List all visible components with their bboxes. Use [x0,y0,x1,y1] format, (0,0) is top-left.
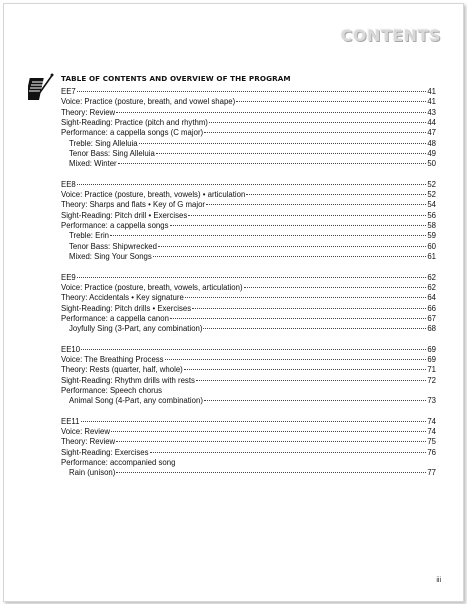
dot-leader [81,349,426,350]
toc-entry-label: Sight-Reading: Rhythm drills with rests [61,375,195,385]
dot-leader [150,452,427,453]
toc-entry [61,417,436,427]
toc-entry-label: EE7 [61,87,76,96]
toc-entry-label: EE10 [61,344,81,354]
toc-entry [61,427,436,437]
toc-entry [61,87,436,97]
document-page [3,3,464,602]
toc-entry-page: 59 [427,231,436,241]
page-heading: CONTENTS [340,26,441,45]
toc-entry-page: 76 [427,447,436,457]
toc-entry-label: Performance: a cappella canon [61,313,169,323]
toc-entry-label: Performance: a cappella songs (C major) [61,128,204,138]
dot-leader [111,431,426,432]
toc-entry-label: Mixed: Sing Your Songs [69,252,152,262]
dot-leader [153,256,427,257]
toc-entry-page: 66 [427,303,436,313]
toc-group [61,87,436,170]
toc-entry [61,190,436,200]
toc-entry-page: 73 [427,396,436,406]
toc-entry-label: Rain (unison) [69,468,116,478]
toc-entry [61,211,436,221]
toc-entry-page: 49 [427,149,436,159]
toc-entry-label: Theory: Sharps and flats • Key of G major [61,200,206,210]
toc-entry-page: 48 [427,138,436,148]
dot-leader [204,400,426,401]
toc-entry-label: Performance: accompanied song [61,458,176,467]
toc-entry-page: 52 [427,179,436,189]
toc-entry [61,139,436,149]
dot-leader [116,112,426,113]
toc-entry-label: Sight-Reading: Exercises [61,447,149,457]
dot-leader [206,204,426,205]
toc-entry [61,128,436,138]
toc-entry-page: 43 [427,107,436,117]
toc-entry-label: Theory: Review [61,437,116,447]
dot-leader [116,441,426,442]
toc-entry-page: 61 [427,252,436,262]
toc-entry-label: Voice: The Breathing Process [61,354,164,364]
dot-leader [118,163,427,164]
toc-entry-page: 47 [427,128,436,138]
toc-entry-page: 54 [427,200,436,210]
dot-leader [156,153,426,154]
dot-leader [184,369,427,370]
dot-leader [77,184,427,185]
section-title: TABLE OF CONTENTS AND OVERVIEW OF THE PROGRAM [61,74,291,83]
toc-entry [61,324,436,334]
dot-leader [110,235,426,236]
toc-entry [61,345,436,355]
toc-entry [61,118,436,128]
toc-entry-label: Performance: Speech chorus [61,385,162,395]
toc-entry-page: 50 [427,159,436,169]
toc-entry-label: Theory: Accidentals • Key signature [61,293,184,303]
dot-leader [77,277,427,278]
toc-entry-label: EE8 [61,179,76,189]
toc-entry [61,293,436,303]
conductor-logo-icon [28,72,54,102]
toc-entry-label: Sight-Reading: Practice (pitch and rhythm) [61,118,208,128]
toc-entry-page: 44 [427,118,436,128]
toc-entry-label: Mixed: Winter [69,159,117,169]
toc-group [61,180,436,263]
toc-entry-label: Treble: Sing Alleluia [69,138,138,148]
toc-entry-page: 68 [427,324,436,334]
toc-entry-page: 75 [427,437,436,447]
toc-entry [61,468,436,478]
toc-entry-page: 71 [427,365,436,375]
toc-entry-label: Sight-Reading: Pitch drills • Exercises [61,303,192,313]
toc-entry-page: 60 [427,241,436,251]
toc-entry [61,273,436,283]
toc-entry [61,448,436,458]
toc-entry [61,159,436,169]
toc-entry-label: EE9 [61,272,76,282]
toc-entry-label: Theory: Review [61,107,116,117]
toc-group [61,273,436,335]
toc-entry [61,314,436,324]
dot-leader [192,308,426,309]
toc-entry [61,396,436,406]
toc-entry-page: 41 [427,87,436,96]
toc-group [61,345,436,407]
toc-entry-label: Performance: a cappella songs [61,221,169,231]
toc-entry [61,304,436,314]
dot-leader [236,101,426,102]
page-folio: iii [436,577,441,584]
toc-entry-label: Animal Song (4-Part, any combination) [69,396,203,406]
toc-entry [61,108,436,118]
table-of-contents [61,87,436,489]
toc-entry-page: 69 [427,344,436,354]
toc-entry-label: Sight-Reading: Pitch drill • Exercises [61,210,188,220]
toc-entry [61,200,436,210]
toc-entry [61,386,436,396]
toc-entry-page: 56 [427,210,436,220]
toc-entry [61,252,436,262]
dot-leader [244,287,427,288]
dot-leader [158,246,426,247]
dot-leader [139,143,427,144]
dot-leader [185,297,427,298]
toc-entry-label: Voice: Practice (posture, breath, vowels) • articulation [61,190,246,200]
toc-entry-page: 77 [427,468,436,478]
dot-leader [77,91,427,92]
dot-leader [116,472,426,473]
toc-entry-label: Tenor Bass: Shipwrecked [69,241,157,251]
toc-entry-label: Voice: Practice (posture, breath, and vowel shape) [61,97,236,107]
toc-entry [61,355,436,365]
toc-entry-page: 52 [427,190,436,200]
dot-leader [81,421,427,422]
toc-entry [61,97,436,107]
toc-entry [61,283,436,293]
dot-leader [203,328,426,329]
dot-leader [196,380,426,381]
toc-entry-page: 41 [427,97,436,107]
toc-entry-label: Treble: Erin [69,231,110,241]
toc-entry [61,149,436,159]
toc-entry [61,365,436,375]
toc-entry [61,376,436,386]
toc-entry-label: Voice: Practice (posture, breath, vowels, articulation) [61,282,243,292]
toc-entry-label: Theory: Rests (quarter, half, whole) [61,365,183,375]
toc-entry-page: 64 [427,293,436,303]
toc-entry [61,180,436,190]
toc-entry [61,437,436,447]
toc-entry-page: 69 [427,354,436,364]
dot-leader [246,194,426,195]
toc-entry-label: Voice: Review [61,426,110,436]
dot-leader [170,225,427,226]
dot-leader [165,359,427,360]
toc-entry-page: 74 [427,416,436,426]
toc-group [61,417,436,479]
toc-entry-page: 62 [427,282,436,292]
toc-entry [61,231,436,241]
toc-entry-label: Tenor Bass: Sing Alleluia [69,149,155,159]
toc-entry [61,242,436,252]
toc-entry [61,221,436,231]
toc-entry [61,458,436,468]
dot-leader [170,318,426,319]
dot-leader [209,122,426,123]
toc-entry-page: 72 [427,375,436,385]
toc-entry-page: 58 [427,221,436,231]
toc-entry-label: Joyfully Sing (3-Part, any combination) [69,324,203,334]
dot-leader [204,132,426,133]
dot-leader [188,215,426,216]
toc-entry-page: 74 [427,426,436,436]
toc-entry-label: EE11 [61,416,80,426]
toc-entry-page: 67 [427,313,436,323]
toc-entry-page: 62 [427,272,436,282]
